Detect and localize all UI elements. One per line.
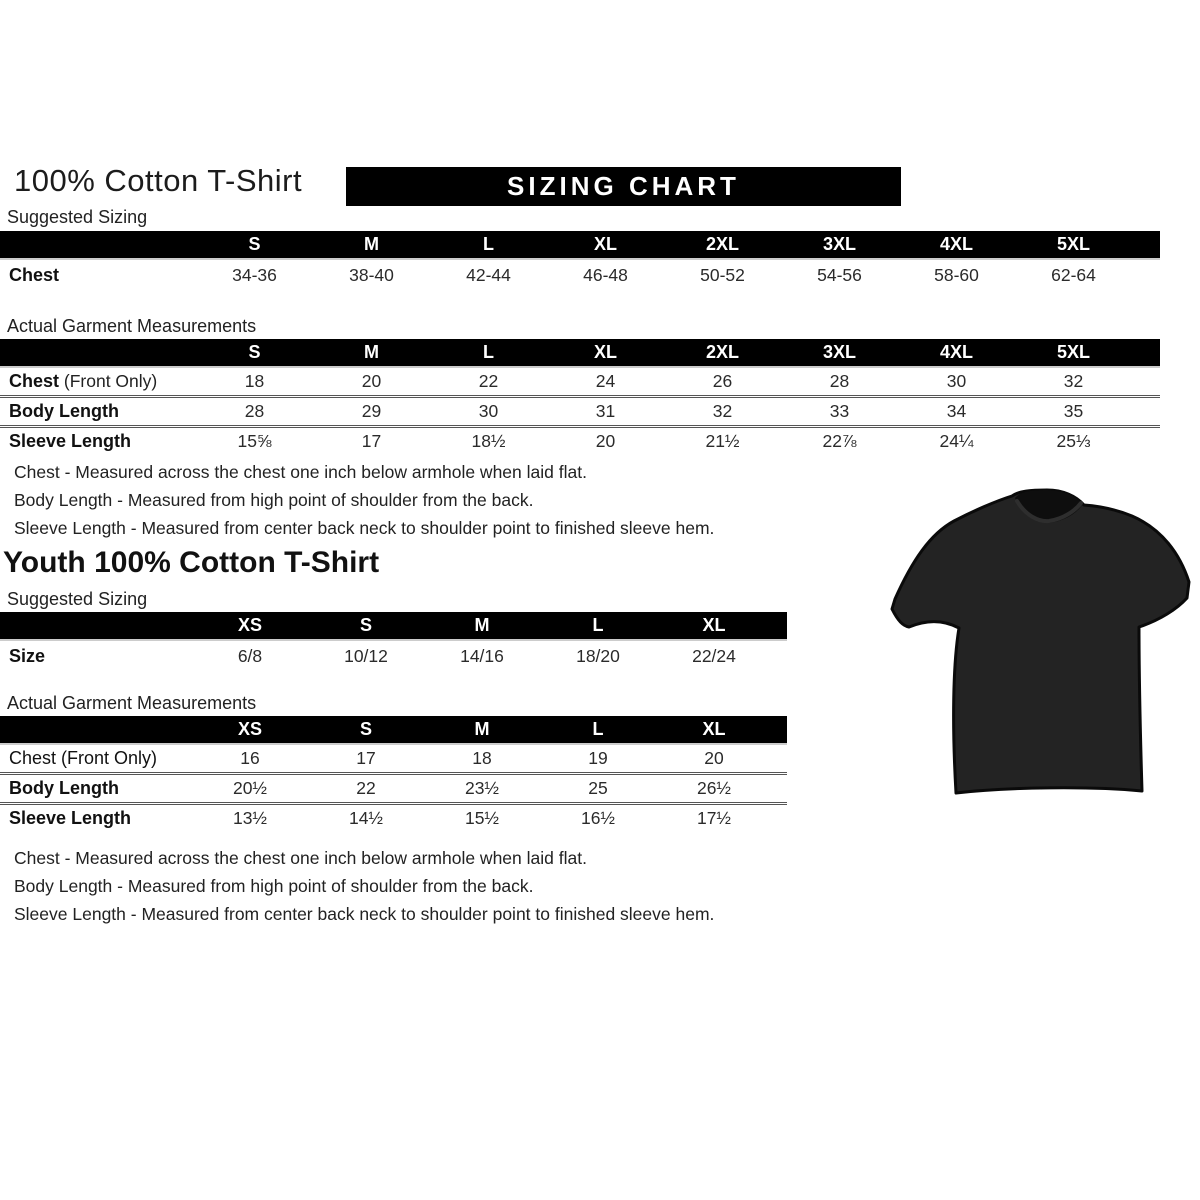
table-cell: 58-60 (934, 265, 979, 285)
youth-suggested-heading: Suggested Sizing (7, 589, 148, 609)
header-cell: 3XL (822, 342, 856, 362)
header-cell: 5XL (1056, 234, 1090, 254)
table-cell: 21½ (705, 431, 740, 451)
row-filler (772, 641, 787, 671)
header-cell: XL (593, 234, 617, 254)
youth-suggested-table (0, 612, 787, 671)
table-cell: 29 (361, 401, 382, 421)
sizing-chart-banner (346, 167, 901, 206)
note-line: Chest - Measured across the chest one inch below armhole when laid flat. (14, 848, 587, 868)
adult-suggested-table (0, 231, 1160, 290)
youth-chest-front-row (0, 745, 787, 772)
table-cell: 13½ (232, 808, 268, 828)
table-cell: 10/12 (344, 646, 388, 666)
adult-body-length-row (0, 395, 1160, 425)
row-label: Chest (9, 265, 60, 285)
sizing-chart-banner-text: SIZING CHART (507, 171, 740, 201)
adult-actual-table (0, 339, 1160, 455)
table-cell: 24 (595, 371, 616, 391)
youth-measurement-notes (14, 844, 714, 928)
row-label: Size (9, 646, 46, 666)
adult-chest-front-row (0, 368, 1160, 395)
header-cell: 3XL (822, 234, 856, 254)
adult-sleeve-length-row (0, 425, 1160, 455)
table-cell: 17 (361, 431, 382, 451)
table-cell: 17 (356, 748, 376, 768)
table-cell: 28 (244, 401, 265, 421)
header-cell: S (248, 342, 261, 362)
table-cell: 6/8 (237, 646, 263, 666)
row-label: Sleeve Length (9, 808, 132, 828)
table-cell: 30 (478, 401, 499, 421)
table-cell: 34 (946, 401, 967, 421)
table-cell: 18/20 (576, 646, 620, 666)
note-line: Sleeve Length - Measured from center back neck to shoulder point to finished sleeve hem. (14, 904, 715, 924)
table-cell: 62-64 (1051, 265, 1096, 285)
header-cell: S (359, 719, 372, 739)
row-label-suffix: (Front Only) (59, 371, 158, 391)
row-filler (1132, 368, 1160, 395)
youth-title: Youth 100% Cotton T-Shirt (3, 546, 380, 579)
table-cell: 20½ (232, 778, 268, 798)
table-cell: 18 (244, 371, 265, 391)
header-cell: 4XL (939, 342, 973, 362)
header-cell: L (592, 615, 604, 635)
adult-actual-heading: Actual Garment Measurements (7, 316, 257, 336)
table-cell: 17½ (696, 808, 732, 828)
header-cell-blank (0, 716, 192, 743)
page-title: 100% Cotton T-Shirt (14, 163, 303, 198)
row-label: Body Length (9, 778, 119, 798)
header-cell: M (364, 234, 379, 254)
table-cell: 46-48 (583, 265, 628, 285)
header-cell: M (364, 342, 379, 362)
header-cell: 5XL (1056, 342, 1090, 362)
youth-actual-header-row (0, 716, 787, 745)
adult-suggested-header-row (0, 231, 1160, 260)
header-cell: L (483, 234, 494, 254)
row-filler (772, 745, 787, 772)
row-filler (1132, 398, 1160, 425)
note-line: Sleeve Length - Measured from center back neck to shoulder point to finished sleeve hem. (14, 518, 715, 538)
header-cell: XL (593, 342, 617, 362)
tshirt-body (892, 490, 1189, 793)
row-filler (1132, 260, 1160, 290)
youth-sleeve-length-row (0, 802, 787, 832)
header-cell-blank (0, 231, 196, 258)
row-filler (772, 775, 787, 802)
header-cell: 4XL (939, 234, 973, 254)
row-label: Sleeve Length (9, 431, 132, 451)
tshirt-image (878, 468, 1198, 806)
note-line: Body Length - Measured from high point of shoulder from the back. (14, 490, 534, 510)
youth-size-row (0, 641, 787, 671)
table-cell: 23½ (464, 778, 500, 798)
header-filler (1132, 339, 1160, 366)
table-cell: 30 (946, 371, 967, 391)
header-cell: S (248, 234, 261, 254)
table-cell: 18 (472, 748, 492, 768)
youth-body-length-row (0, 772, 787, 802)
table-cell: 31 (595, 401, 616, 421)
table-cell: 20 (361, 371, 382, 391)
table-cell: 26 (712, 371, 733, 391)
header-cell: XL (702, 719, 726, 739)
header-cell: 2XL (705, 234, 739, 254)
table-cell: 35 (1063, 401, 1084, 421)
table-cell: 14/16 (460, 646, 504, 666)
table-cell: 54-56 (817, 265, 862, 285)
table-cell: 22/24 (692, 646, 736, 666)
table-cell: 26½ (696, 778, 732, 798)
table-cell: 20 (595, 431, 616, 451)
row-label: Body Length (9, 401, 119, 421)
table-cell: 22 (356, 778, 376, 798)
row-label (0, 368, 196, 395)
table-cell: 25⅓ (1056, 431, 1091, 451)
header-cell-blank (0, 339, 196, 366)
table-cell: 38-40 (349, 265, 394, 285)
table-cell: 16½ (580, 808, 616, 828)
row-label-main: Chest (9, 371, 60, 391)
note-line: Chest - Measured across the chest one inch below armhole when laid flat. (14, 462, 587, 482)
table-cell: 25 (588, 778, 608, 798)
table-cell: 22⅞ (822, 431, 857, 451)
table-cell: 33 (829, 401, 850, 421)
youth-actual-heading: Actual Garment Measurements (7, 693, 257, 713)
table-cell: 32 (1063, 371, 1084, 391)
header-cell: XS (237, 615, 262, 635)
row-filler (772, 805, 787, 832)
table-cell: 24¼ (939, 431, 974, 451)
adult-suggested-heading: Suggested Sizing (7, 207, 148, 227)
adult-actual-header-row (0, 339, 1160, 368)
header-cell: 2XL (705, 342, 739, 362)
adult-measurement-notes (14, 458, 714, 542)
row-filler (1132, 428, 1160, 455)
table-cell: 28 (829, 371, 850, 391)
header-filler (772, 612, 787, 639)
header-cell: XS (237, 719, 262, 739)
table-cell: 19 (588, 748, 608, 768)
row-label: Chest (Front Only) (9, 748, 158, 768)
table-cell: 18½ (471, 431, 506, 451)
adult-chest-row (0, 260, 1160, 290)
youth-suggested-header-row (0, 612, 787, 641)
header-cell: S (359, 615, 372, 635)
table-cell: 42-44 (466, 265, 511, 285)
table-cell: 20 (704, 748, 724, 768)
header-filler (772, 716, 787, 743)
table-cell: 15½ (464, 808, 500, 828)
youth-actual-table (0, 716, 787, 832)
table-cell: 34-36 (232, 265, 277, 285)
header-cell: M (474, 719, 490, 739)
header-cell: XL (702, 615, 726, 635)
table-cell: 14½ (348, 808, 384, 828)
header-cell: L (592, 719, 604, 739)
header-cell-blank (0, 612, 192, 639)
table-cell: 16 (240, 748, 260, 768)
header-filler (1132, 231, 1160, 258)
table-cell: 50-52 (700, 265, 745, 285)
header-cell: M (474, 615, 490, 635)
note-line: Body Length - Measured from high point of shoulder from the back. (14, 876, 534, 896)
header-cell: L (483, 342, 494, 362)
table-cell: 15⅝ (237, 431, 272, 451)
table-cell: 32 (712, 401, 733, 421)
table-cell: 22 (478, 371, 499, 391)
